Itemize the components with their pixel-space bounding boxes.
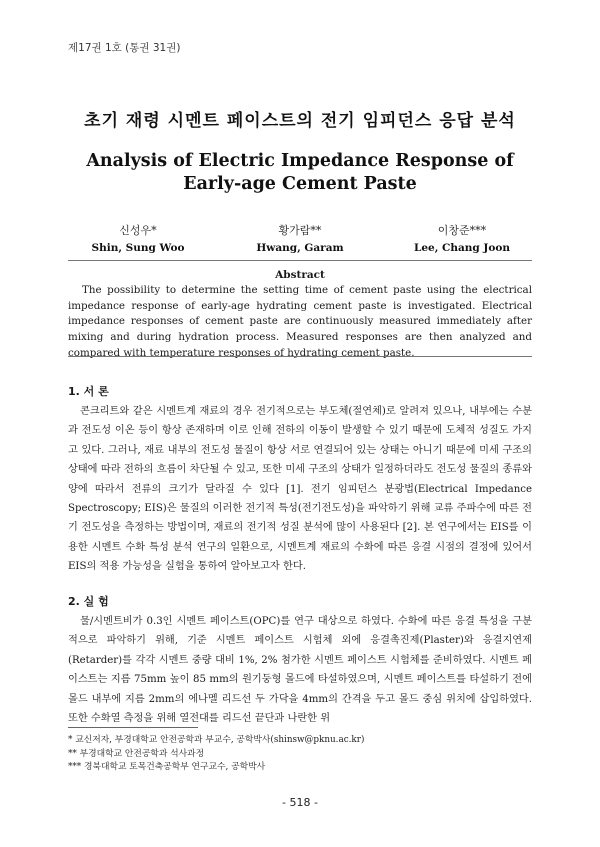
author-name-english: Shin, Sung Woo xyxy=(91,242,185,254)
title-korean: 초기 재령 시멘트 페이스트의 전기 임피던스 응답 분석 xyxy=(84,111,516,131)
abstract-text: The possibility to determine the setting time of cement paste using the electrical impedance response of early-age hydrating cement paste is investigated. Electrical impedance responses of cement paste are continuously measured immediately after mixing and during hydration process. Measured responses are then analyzed and compared with temperature responses of hydrating cement paste. xyxy=(68,284,532,359)
abstract-bottom-rule xyxy=(68,356,532,357)
section-2-text: 물/시멘트비가 0.3인 시멘트 페이스트(OPC)를 연구 대상으로 하였다. 수화에 따른 응결 특성을 구분적으로 파악하기 위해, 기준 시멘트 페이스트 시험체 외에 응결촉진제(Plaster)와 응결지연제(Retarder)를 각각 시멘트 중량 대비 1%, 2% 첨가한 시멘트 페이스트 시험체를 준비하였다. 시멘트 페이스트는 지름 75mm 높이 85 mm의 원기둥형 몰드에 타설하였으며, 시멘트 페이스트를 타설하기 전에 몰드 내부에 지름 2mm의 에나멜 리드선 두 가닥을 4mm의 간격을 두고 몰드 중심 위치에 삽입하였다. 또한 수화열 측정을 위해 열전대를 리드선 끝단과 나란한 위 xyxy=(68,616,532,725)
section-2-heading: 2. 실 험 xyxy=(68,595,109,608)
section-1-text: 콘크리트와 같은 시멘트계 재료의 경우 전기적으로는 부도체(절연체)로 알려져 있으나, 내부에는 수분과 전도성 이온 등이 항상 존재하며 이로 인해 전하의 이동이 발생할 수 있기 때문에 도체적 성질도 가지고 있다. 그러나, 재료 내부의 전도성 물질이 항상 서로 연결되어 있는 상태는 아니기 때문에 미세 구조의 상태에 따라 전하의 흐름이 차단될 수 있고, 또한 미세 구조의 상태가 일정하더라도 전도성 물질의 종류와 양에 따라서 전류의 크기가 달라질 수 있다 [1]. 전기 임피던스 분광법(Electrical Impedance Spectroscopy; EIS)은 물질의 이러한 전기적 특성(전기전도성)을 파악하기 위해 교류 주파수에 따른 전기 전도성을 측정하는 방법이며, 재료의 전기적 성질 분석에 많이 사용된다 [2]. 본 연구에서는 EIS를 이용한 시멘트 수화 특성 분석 연구의 일환으로, 시멘트계 재료의 수화에 따른 응결 시점의 결정에 있어서 EIS의 적용 가능성을 실험을 통하여 알아보고자 한다. xyxy=(68,406,532,573)
page-number: - 518 - xyxy=(282,796,318,809)
footnote-1: * 교신저자, 부경대학교 안전공학과 부교수, 공학박사(shinsw@pknu.ac.kr) xyxy=(68,735,365,745)
author-list xyxy=(68,222,532,254)
footnote-3: *** 경북대학교 토목건축공학부 연구교수, 공학박사 xyxy=(68,762,266,773)
author-name-korean: 신성우* xyxy=(119,224,157,237)
abstract-top-rule xyxy=(68,260,532,261)
author-name-english: Lee, Chang Joon xyxy=(413,242,511,254)
journal-issue: 제17권 1호 (통권 31권) xyxy=(68,42,181,54)
abstract-heading: Abstract xyxy=(275,269,325,281)
author-1 xyxy=(68,222,208,254)
author-name-korean: 황가람** xyxy=(278,224,322,237)
author-3 xyxy=(392,222,532,254)
author-name-korean: 이창준*** xyxy=(437,224,487,237)
footnote-2: ** 부경대학교 안전공학과 석사과정 xyxy=(68,748,205,759)
title-english: Analysis of Electric Impedance Response of Early-age Cement Paste xyxy=(86,151,514,194)
section-1-heading: 1. 서 론 xyxy=(68,385,109,398)
author-2 xyxy=(230,222,370,254)
footnotes xyxy=(68,734,364,775)
author-name-english: Hwang, Garam xyxy=(256,242,344,254)
footnote-rule xyxy=(68,727,198,728)
